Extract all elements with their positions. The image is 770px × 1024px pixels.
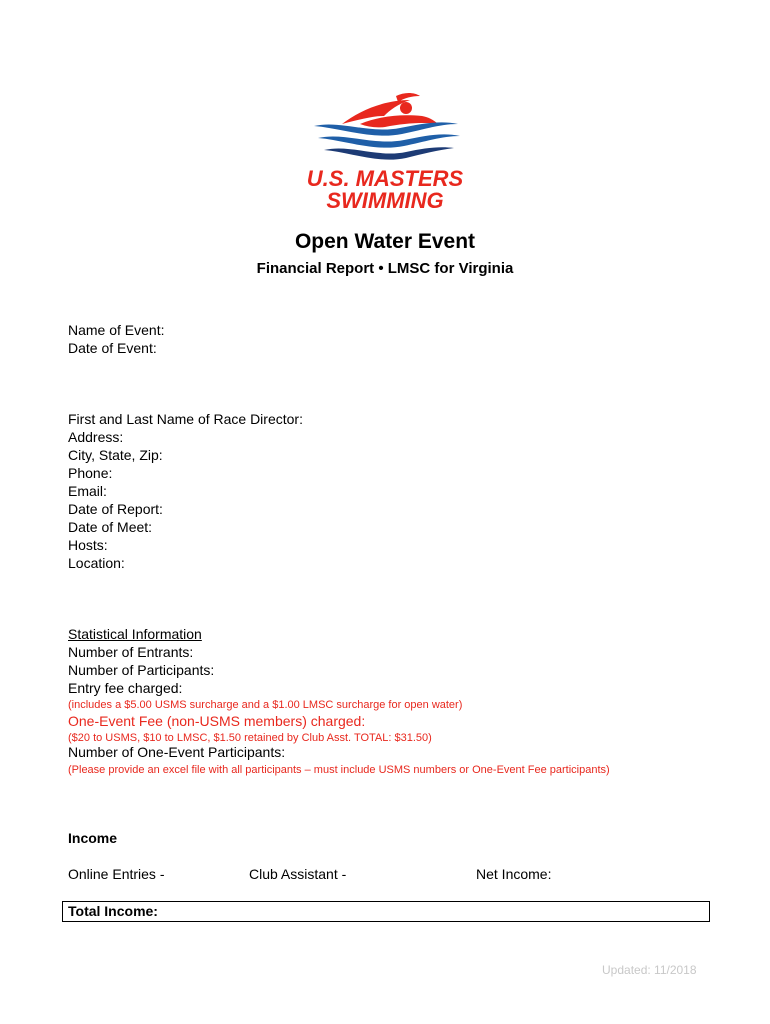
logo-text-line2: SWIMMING xyxy=(326,188,444,213)
phone-label: Phone: xyxy=(68,465,113,481)
report-date-label: Date of Report: xyxy=(68,501,163,517)
participants-label: Number of Participants: xyxy=(68,662,215,678)
logo-text-line1: U.S. MASTERS xyxy=(306,166,464,191)
updated-date: Updated: 11/2018 xyxy=(602,963,697,977)
total-income-label: Total Income: xyxy=(68,903,158,919)
event-date-label: Date of Event: xyxy=(68,340,157,356)
swimmer-head-shape xyxy=(400,102,412,114)
event-name-label: Name of Event: xyxy=(68,322,165,338)
club-assistant-label: Club Assistant - xyxy=(249,866,347,882)
income-heading: Income xyxy=(68,830,118,846)
us-masters-swimming-logo xyxy=(300,90,470,215)
one-event-participants-label: Number of One-Event Participants: xyxy=(68,744,286,760)
email-label: Email: xyxy=(68,483,107,499)
online-entries-label: Online Entries - xyxy=(68,866,165,882)
race-director-label: First and Last Name of Race Director: xyxy=(68,411,303,427)
wave-2 xyxy=(318,134,460,147)
meet-date-label: Date of Meet: xyxy=(68,519,153,535)
entry-fee-note: (includes a $5.00 USMS surcharge and a $1.00 LMSC surcharge for open water) xyxy=(68,699,463,711)
location-label: Location: xyxy=(68,555,125,571)
total-income-box xyxy=(62,901,710,922)
entrants-label: Number of Entrants: xyxy=(68,644,194,660)
wave-3 xyxy=(324,147,454,159)
entry-fee-label: Entry fee charged: xyxy=(68,680,183,696)
one-event-fee-label: One-Event Fee (non-USMS members) charged: xyxy=(68,713,366,729)
city-state-zip-label: City, State, Zip: xyxy=(68,447,163,463)
stats-heading: Statistical Information xyxy=(68,626,202,642)
net-income-label: Net Income: xyxy=(476,866,552,882)
one-event-participants-note: (Please provide an excel file with all participants – must include USMS numbers or One-Event Fee participants) xyxy=(68,764,610,776)
page-subtitle: Financial Report • LMSC for Virginia xyxy=(256,260,514,277)
address-label: Address: xyxy=(68,429,124,445)
one-event-fee-note: ($20 to USMS, $10 to LMSC, $1.50 retained by Club Asst. TOTAL: $31.50) xyxy=(68,732,432,744)
hosts-label: Hosts: xyxy=(68,537,108,553)
page-title: Open Water Event xyxy=(294,230,476,253)
